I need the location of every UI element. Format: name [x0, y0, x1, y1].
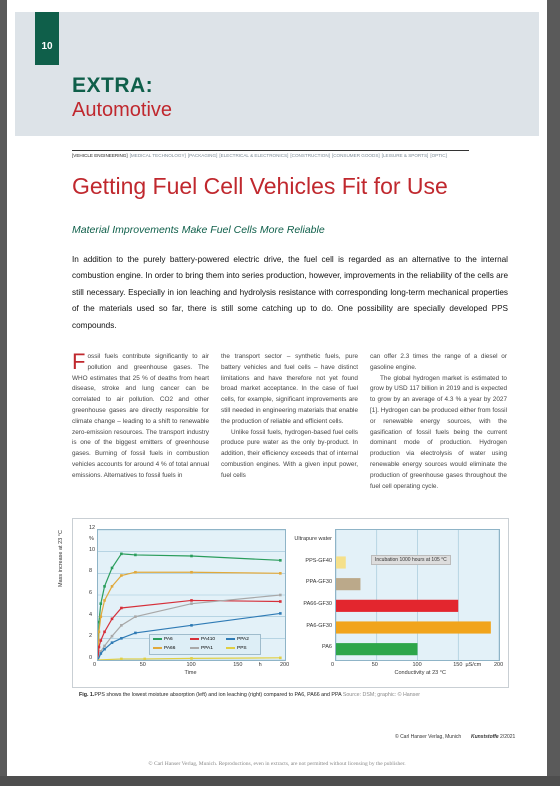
bar-chart-plot — [335, 529, 500, 661]
legend-label: PPA1 — [201, 646, 213, 651]
data-point — [103, 645, 106, 648]
y-tick-label: 8 — [89, 568, 93, 575]
bar-pa66-gf30 — [336, 600, 458, 612]
article-subtitle: Material Improvements Make Fuel Cells More Reliable — [72, 224, 325, 236]
data-point — [134, 615, 137, 618]
data-point — [100, 639, 103, 642]
data-point — [120, 607, 123, 610]
body-paragraph: can offer 2.3 times the range of a diesel or gasoline engine. — [370, 353, 507, 371]
chart-legend — [149, 634, 261, 655]
data-point — [111, 618, 114, 621]
viewer-toolbar[interactable] — [0, 776, 560, 786]
x-unit-label: µS/cm — [465, 662, 482, 668]
legend-swatch — [153, 638, 162, 640]
bar-pa6-gf30 — [336, 621, 491, 633]
data-point — [190, 599, 193, 602]
x-tick-label: 100 — [186, 662, 196, 668]
category-item[interactable]: [OPTIC] — [430, 153, 447, 158]
y-tick-label: 0 — [89, 655, 93, 661]
y-tick-label: 4 — [89, 611, 93, 618]
section-title: Automotive — [72, 99, 173, 121]
legend-swatch — [190, 647, 199, 649]
category-item[interactable]: [CONSTRUCTION] — [290, 153, 330, 158]
copyright-text: © Carl Hanser Verlag, Munich — [395, 734, 462, 740]
body-column-3 — [370, 352, 507, 492]
x-tick-label: 0 — [93, 662, 97, 668]
data-point — [190, 555, 193, 558]
data-point — [103, 631, 106, 634]
category-label: Ultrapure water — [294, 535, 332, 542]
x-tick-label: 100 — [412, 662, 422, 668]
category-item[interactable]: [CONSUMER GOODS] — [331, 153, 380, 158]
body-paragraph: The global hydrogen market is estimated to grow by USD 117 billion in 2019 and is expected to grow by an average of 4.3 % a year by 2027 [1]. Hydrogen can be produced either from fossil or renewable energy sources, with the gasification of fossil fuels being the current dominant mode of production. Hydrogen production via electrolysis of water using renewable energy sources would eliminate the production of greenhouse gases throughout the fuel cell operating cycle. — [370, 374, 508, 490]
data-point — [103, 585, 106, 588]
legend-swatch — [226, 647, 235, 649]
magazine-brand: Kunststoffe — [470, 734, 499, 740]
y-tick-label: 10 — [89, 546, 96, 553]
data-point — [111, 641, 114, 644]
page-number: 10 — [35, 12, 59, 65]
figure-box — [58, 518, 509, 688]
y-tick-label: 2 — [89, 633, 93, 640]
data-point — [134, 571, 137, 574]
category-item[interactable]: [MEDICAL TECHNOLOGY] — [129, 153, 186, 158]
legend-item-pa66 — [153, 646, 175, 651]
x-axis-label: Time — [184, 670, 197, 676]
x-tick-label: 50 — [371, 662, 378, 668]
copyright-line — [395, 734, 515, 740]
data-point — [111, 585, 114, 588]
x-axis-label: Conductivity at 23 °C — [394, 670, 446, 676]
data-point — [120, 553, 123, 556]
category-list — [72, 153, 449, 158]
y-axis-label: Mass increase at 23 °C — [58, 530, 64, 587]
data-point — [190, 571, 193, 574]
category-rule — [72, 150, 469, 151]
x-tick-label: 200 — [280, 662, 290, 668]
body-text: ossil fuels contribute significantly to air pollution and greenhouse gases. The WHO estimates that 25 % of deaths from heart disease, stroke and lung cancer can be correlated to air pollution. CO2 and other greenhouse gases are directly responsible for climate change – leading to a shift to renewable zero-emission resources. The transport industry is one of the biggest emitters of greenhouse gases. Burning of fossil fuels in combustion vehicles accounts for around 4 % of total annual emissions. Alternatives to fossil fuels in — [72, 353, 209, 479]
legend-swatch — [190, 638, 199, 640]
chart-annotation: Incubation 1000 hours at 105 °C — [371, 555, 451, 565]
body-paragraph: the transport sector – synthetic fuels, pure battery vehicles and fuel cells – have distinct limitations and have therefore not yet found broad market acceptance. In the case of fuel cells, for example, significant improvements are still needed in engineering materials that enable the production of reliable and efficient cells. — [221, 353, 358, 425]
data-point — [100, 615, 103, 618]
legend-item-pa410 — [190, 637, 215, 642]
caption-label: Fig. 1. — [79, 692, 95, 698]
legend-item-ppa1 — [190, 646, 213, 651]
data-point — [120, 574, 123, 577]
caption-source: Source: DSM; graphic: © Hanser — [342, 692, 421, 698]
article-lead: In addition to the purely battery-powered electric drive, the fuel cell is regarded as an alternative to the internal combustion engine. In order to bring them into series production, however, improvements in the reliability of the cells are still necessary. Especially in ion leaching and hydrolysis resistance with corresponding long-term mechanical properties of the materials used so far, there is still some catching up to do. One possibility are specially developed PPS compounds. — [72, 255, 508, 330]
series-line-pps — [98, 658, 280, 660]
data-point — [103, 599, 106, 602]
footer-note: © Carl Hanser Verlag, Munich. Reproductions, even in extracts, are not permitted without licensing by the publisher. — [148, 761, 406, 767]
bar-chart-svg — [336, 530, 499, 660]
legend-item-ppa2 — [226, 637, 249, 642]
y-tick-label: 12 — [89, 525, 96, 531]
legend-label: PA66 — [164, 646, 176, 651]
data-point — [100, 652, 103, 655]
y-tick-label: 6 — [89, 590, 93, 596]
category-item[interactable]: [ELECTRICAL & ELECTRONICS] — [219, 153, 289, 158]
body-column-1 — [72, 349, 209, 482]
category-label: PA66-GF30 — [303, 600, 332, 607]
data-point — [120, 637, 123, 640]
bar-ppa-gf30 — [336, 578, 360, 590]
legend-label: PPS — [237, 646, 247, 651]
data-point — [103, 648, 106, 651]
bar-pps-gf40 — [336, 556, 346, 568]
legend-swatch — [153, 647, 162, 649]
x-tick-label: 150 — [453, 662, 463, 668]
category-item[interactable]: [VEHICLE ENGINEERING] — [72, 153, 128, 158]
figure-caption — [79, 692, 420, 698]
data-point — [190, 602, 193, 605]
category-item[interactable]: [PACKAGING] — [187, 153, 218, 158]
data-point — [98, 646, 100, 649]
category-label: PPS-GF40 — [305, 557, 332, 564]
data-point — [111, 567, 114, 570]
extra-kicker: EXTRA: — [72, 74, 154, 97]
document-page — [7, 0, 547, 776]
category-label: PA6 — [322, 644, 332, 651]
caption-text: PPS shows the lowest moisture absorption (left) and ion leaching (right) compared to PA6, PA66 and PPA — [94, 692, 342, 698]
x-tick-label: 200 — [494, 662, 504, 668]
y-unit-label: % — [89, 535, 94, 542]
body-paragraph: Unlike fossil fuels, hydrogen-based fuel cells produce pure water as the only by-product. In addition, their efficiency exceeds that of internal combustion engines. With a given input power, fuel cells — [221, 428, 358, 479]
legend-item-pps — [226, 646, 247, 651]
data-point — [143, 658, 146, 660]
data-point — [120, 658, 123, 660]
drop-cap: F — [72, 349, 86, 374]
x-unit-label: h — [258, 662, 262, 668]
bar-pa6 — [336, 643, 418, 655]
data-point — [120, 624, 123, 627]
data-point — [134, 632, 137, 635]
data-point — [98, 631, 100, 634]
legend-label: PA410 — [201, 637, 216, 642]
category-label: PA6-GF30 — [306, 622, 332, 629]
category-item[interactable]: [LEISURE & SPORTS] — [381, 153, 429, 158]
data-point — [190, 657, 193, 660]
x-tick-label: 50 — [139, 662, 146, 668]
category-label: PPA-GF30 — [305, 579, 332, 586]
x-tick-label: 0 — [331, 662, 335, 668]
x-tick-label: 150 — [233, 662, 243, 668]
legend-item-pa6 — [153, 637, 173, 642]
body-column-2 — [221, 352, 358, 482]
article-title: Getting Fuel Cell Vehicles Fit for Use — [72, 173, 448, 199]
issue-number: 2/2021 — [500, 734, 516, 740]
line-chart — [73, 519, 293, 687]
data-point — [134, 554, 137, 557]
data-point — [111, 635, 114, 638]
data-point — [100, 602, 103, 605]
data-point — [190, 624, 193, 627]
legend-label: PA6 — [164, 637, 173, 642]
legend-label: PPA2 — [237, 637, 249, 642]
legend-swatch — [226, 638, 235, 640]
bar-chart — [273, 519, 508, 687]
